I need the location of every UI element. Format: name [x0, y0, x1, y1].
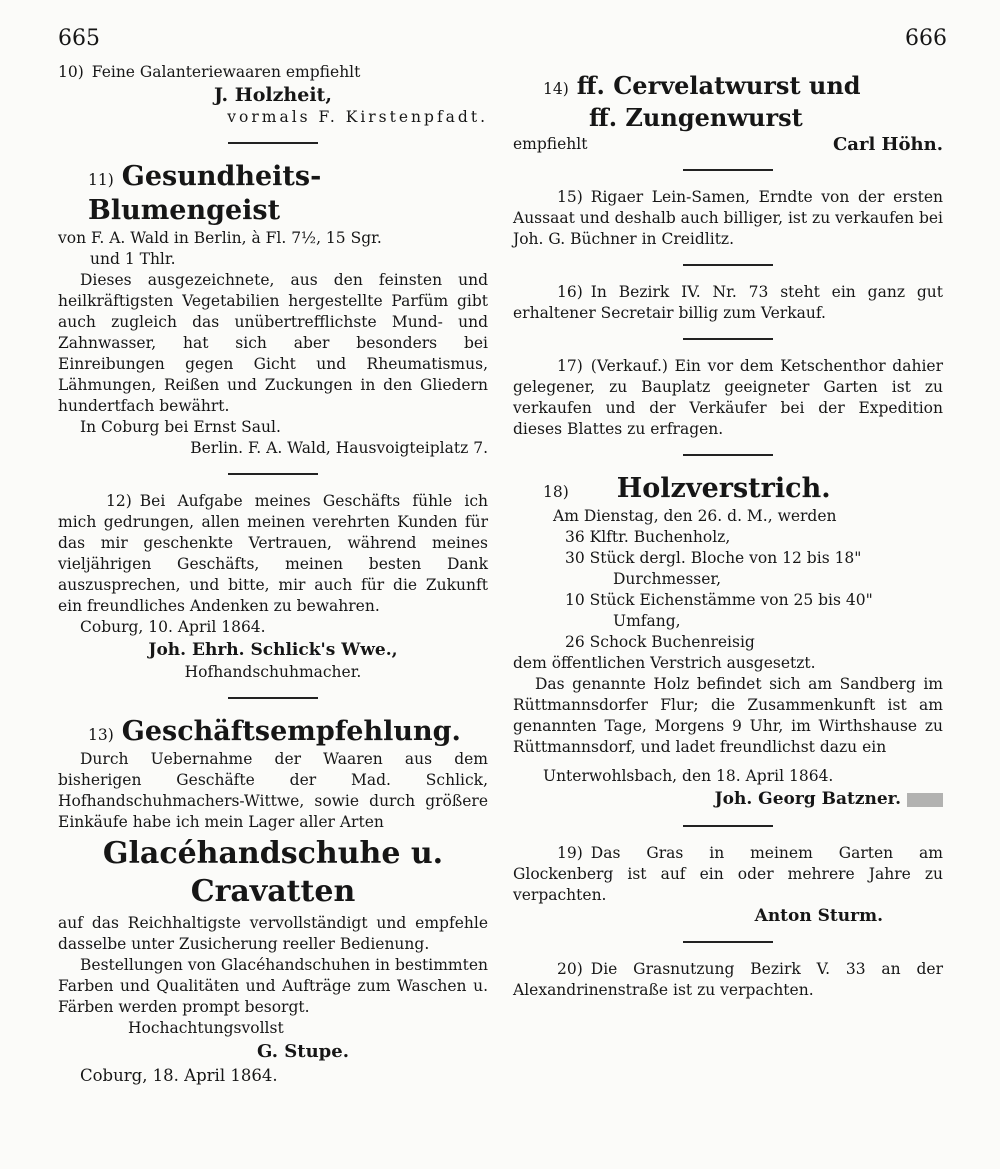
ad-19 [513, 843, 943, 927]
list-item-detail: Durchmesser, [613, 570, 722, 588]
ad-15 [513, 187, 943, 250]
stamp-mark [907, 793, 943, 807]
divider [683, 338, 773, 340]
ad-16 [513, 282, 943, 324]
ad-body: Die Grasnutzung Bezirk V. 33 an der Alexandrinenstraße ist zu verpachten. [513, 960, 943, 999]
ad-text: empfiehlt [513, 135, 588, 153]
ad-date: Coburg, 10. April 1864. [80, 618, 266, 636]
ad-body: In Bezirk IV. Nr. 73 steht ein ganz gut erhaltener Secretair billig zum Verkauf. [513, 283, 943, 322]
ad-prior-owner: vormals F. Kirstenpfadt. [227, 108, 488, 126]
divider [683, 941, 773, 943]
ad-body: Dieses ausgezeichnete, aus den feinsten und heilkräftigsten Vegetabilien hergestellte Parfüm gibt auch zugleich das unübertrefflichste Mund- und Zahnwasser, hat sich aber besonders bei Einreibungen gegen Gicht und Rheumatismus, Lähmungen, Reißen und Zuckungen in den Gliedern hundertfach bewährt. [58, 271, 488, 415]
ad-number: 20) [557, 960, 583, 978]
ad-signature: Anton Sturm. [754, 906, 883, 926]
left-column [58, 62, 488, 1086]
ad-12 [58, 491, 488, 683]
ad-number: 11) [88, 171, 114, 189]
divider [683, 825, 773, 827]
divider [683, 454, 773, 456]
ad-body: auf das Reichhaltigste vervollständigt und empfehle dasselbe unter Zusicherung reeller Bedienung. [58, 914, 488, 953]
ad-body: Das Gras in meinem Garten am Glockenberg ist auf ein oder mehrere Jahre zu verpachten. [513, 844, 943, 904]
ad-signature-title: Hofhandschuhmacher. [184, 663, 362, 681]
ad-20 [513, 959, 943, 1001]
ad-14 [513, 70, 943, 155]
ad-body: Bei Aufgabe meines Geschäfts fühle ich mich gedrungen, allen meinen verehrten Kunden für das mir geschenkte Vertrauen, während meines vieljährigen Geschäfts, meinen besten Dank auszusprechen, und bitte, mir auch für die Zukunft ein freundliches Andenken zu bewahren. [58, 492, 488, 615]
ad-title: Gesundheits-Blumengeist [88, 161, 322, 226]
ad-line: und 1 Thlr. [90, 250, 176, 268]
divider [228, 473, 318, 475]
ad-11 [58, 160, 488, 459]
ad-number: 19) [557, 844, 583, 862]
ad-number: 10) [58, 63, 84, 81]
ad-18 [513, 472, 943, 811]
ad-body: Bestellungen von Glacéhandschuhen in bestimmten Farben und Qualitäten und Aufträge zum Waschen u. Färben werden prompt besorgt. [58, 956, 488, 1016]
ad-closing: Hochachtungsvollst [128, 1019, 284, 1037]
list-item: 30 Stück dergl. Bloche von 12 bis 18" [565, 549, 862, 567]
ad-signature: G. Stupe. [257, 1041, 349, 1062]
ad-date: Unterwohlsbach, den 18. April 1864. [543, 767, 834, 785]
ad-13 [58, 715, 488, 1086]
ad-signature: Joh. Ehrh. Schlick's Wwe., [148, 640, 398, 660]
ad-line: In Coburg bei Ernst Saul. [80, 418, 281, 436]
ad-title: Geschäftsempfehlung. [121, 716, 461, 747]
ad-product: ff. Cervelatwurst und [576, 71, 861, 100]
list-item: 26 Schock Buchenreisig [565, 633, 755, 651]
ad-intro: Am Dienstag, den 26. d. M., werden [553, 507, 837, 525]
divider [683, 169, 773, 171]
ad-text: dem öffentlichen Verstrich ausgesetzt. [513, 654, 816, 672]
ad-advertiser: Carl Höhn. [832, 134, 943, 155]
ad-number: 14) [543, 80, 569, 98]
divider [228, 142, 318, 144]
ad-product: ff. Zungenwurst [589, 103, 803, 132]
ad-date: Coburg, 18. April 1864. [80, 1066, 278, 1085]
list-item: 36 Klftr. Buchenholz, [565, 528, 731, 546]
ad-17 [513, 356, 943, 440]
ad-number: 17) [557, 357, 583, 375]
page-number-right: 666 [905, 26, 947, 51]
ad-number: 18) [543, 483, 569, 501]
ad-title: Holzverstrich. [616, 473, 831, 504]
ad-10 [58, 62, 488, 128]
page-number-left: 665 [58, 26, 100, 51]
ad-number: 13) [88, 726, 114, 744]
ad-line: von F. A. Wald in Berlin, à Fl. 7½, 15 Sgr. [58, 229, 382, 247]
ad-advertiser: J. Holzheit, [214, 84, 332, 106]
ad-number: 15) [557, 188, 583, 206]
list-item: 10 Stück Eichenstämme von 25 bis 40" [565, 591, 873, 609]
list-item-detail: Umfang, [613, 612, 681, 630]
ad-signature: Joh. Georg Batzner. [714, 789, 901, 809]
ad-body: Rigaer Lein-Samen, Erndte von der ersten Aussaat und deshalb auch billiger, ist zu verkaufen bei Joh. G. Büchner in Creidlitz. [513, 188, 943, 248]
ad-line: Berlin. F. A. Wald, Hausvoigteiplatz 7. [190, 439, 488, 457]
divider [683, 264, 773, 266]
divider [228, 697, 318, 699]
right-column [513, 62, 943, 1001]
ad-body: Durch Uebernahme der Waaren aus dem bisherigen Geschäfte der Mad. Schlick, Hofhandschuhmachers-Wittwe, sowie durch größere Einkäufe habe ich mein Lager aller Arten [58, 750, 488, 831]
ad-headline: Glacéhandschuhe u. Cravatten [102, 836, 444, 909]
ad-text: Feine Galanteriewaaren empfiehlt [91, 63, 361, 81]
ad-body: Das genannte Holz befindet sich am Sandberg im Rüttmannsdorfer Flur; die Zusammenkunft ist am genannten Tage, Morgens 9 Uhr, im Wirthshause zu Rüttmannsdorf, und ladet freundlichst dazu ein [513, 675, 943, 756]
ad-number: 16) [557, 283, 583, 301]
ad-body: (Verkauf.) Ein vor dem Ketschenthor dahier gelegener, zu Bauplatz geeigneter Garten ist zu verkaufen und der Verkäufer bei der Expedition dieses Blattes zu erfragen. [513, 357, 943, 438]
ad-number: 12) [106, 492, 132, 510]
